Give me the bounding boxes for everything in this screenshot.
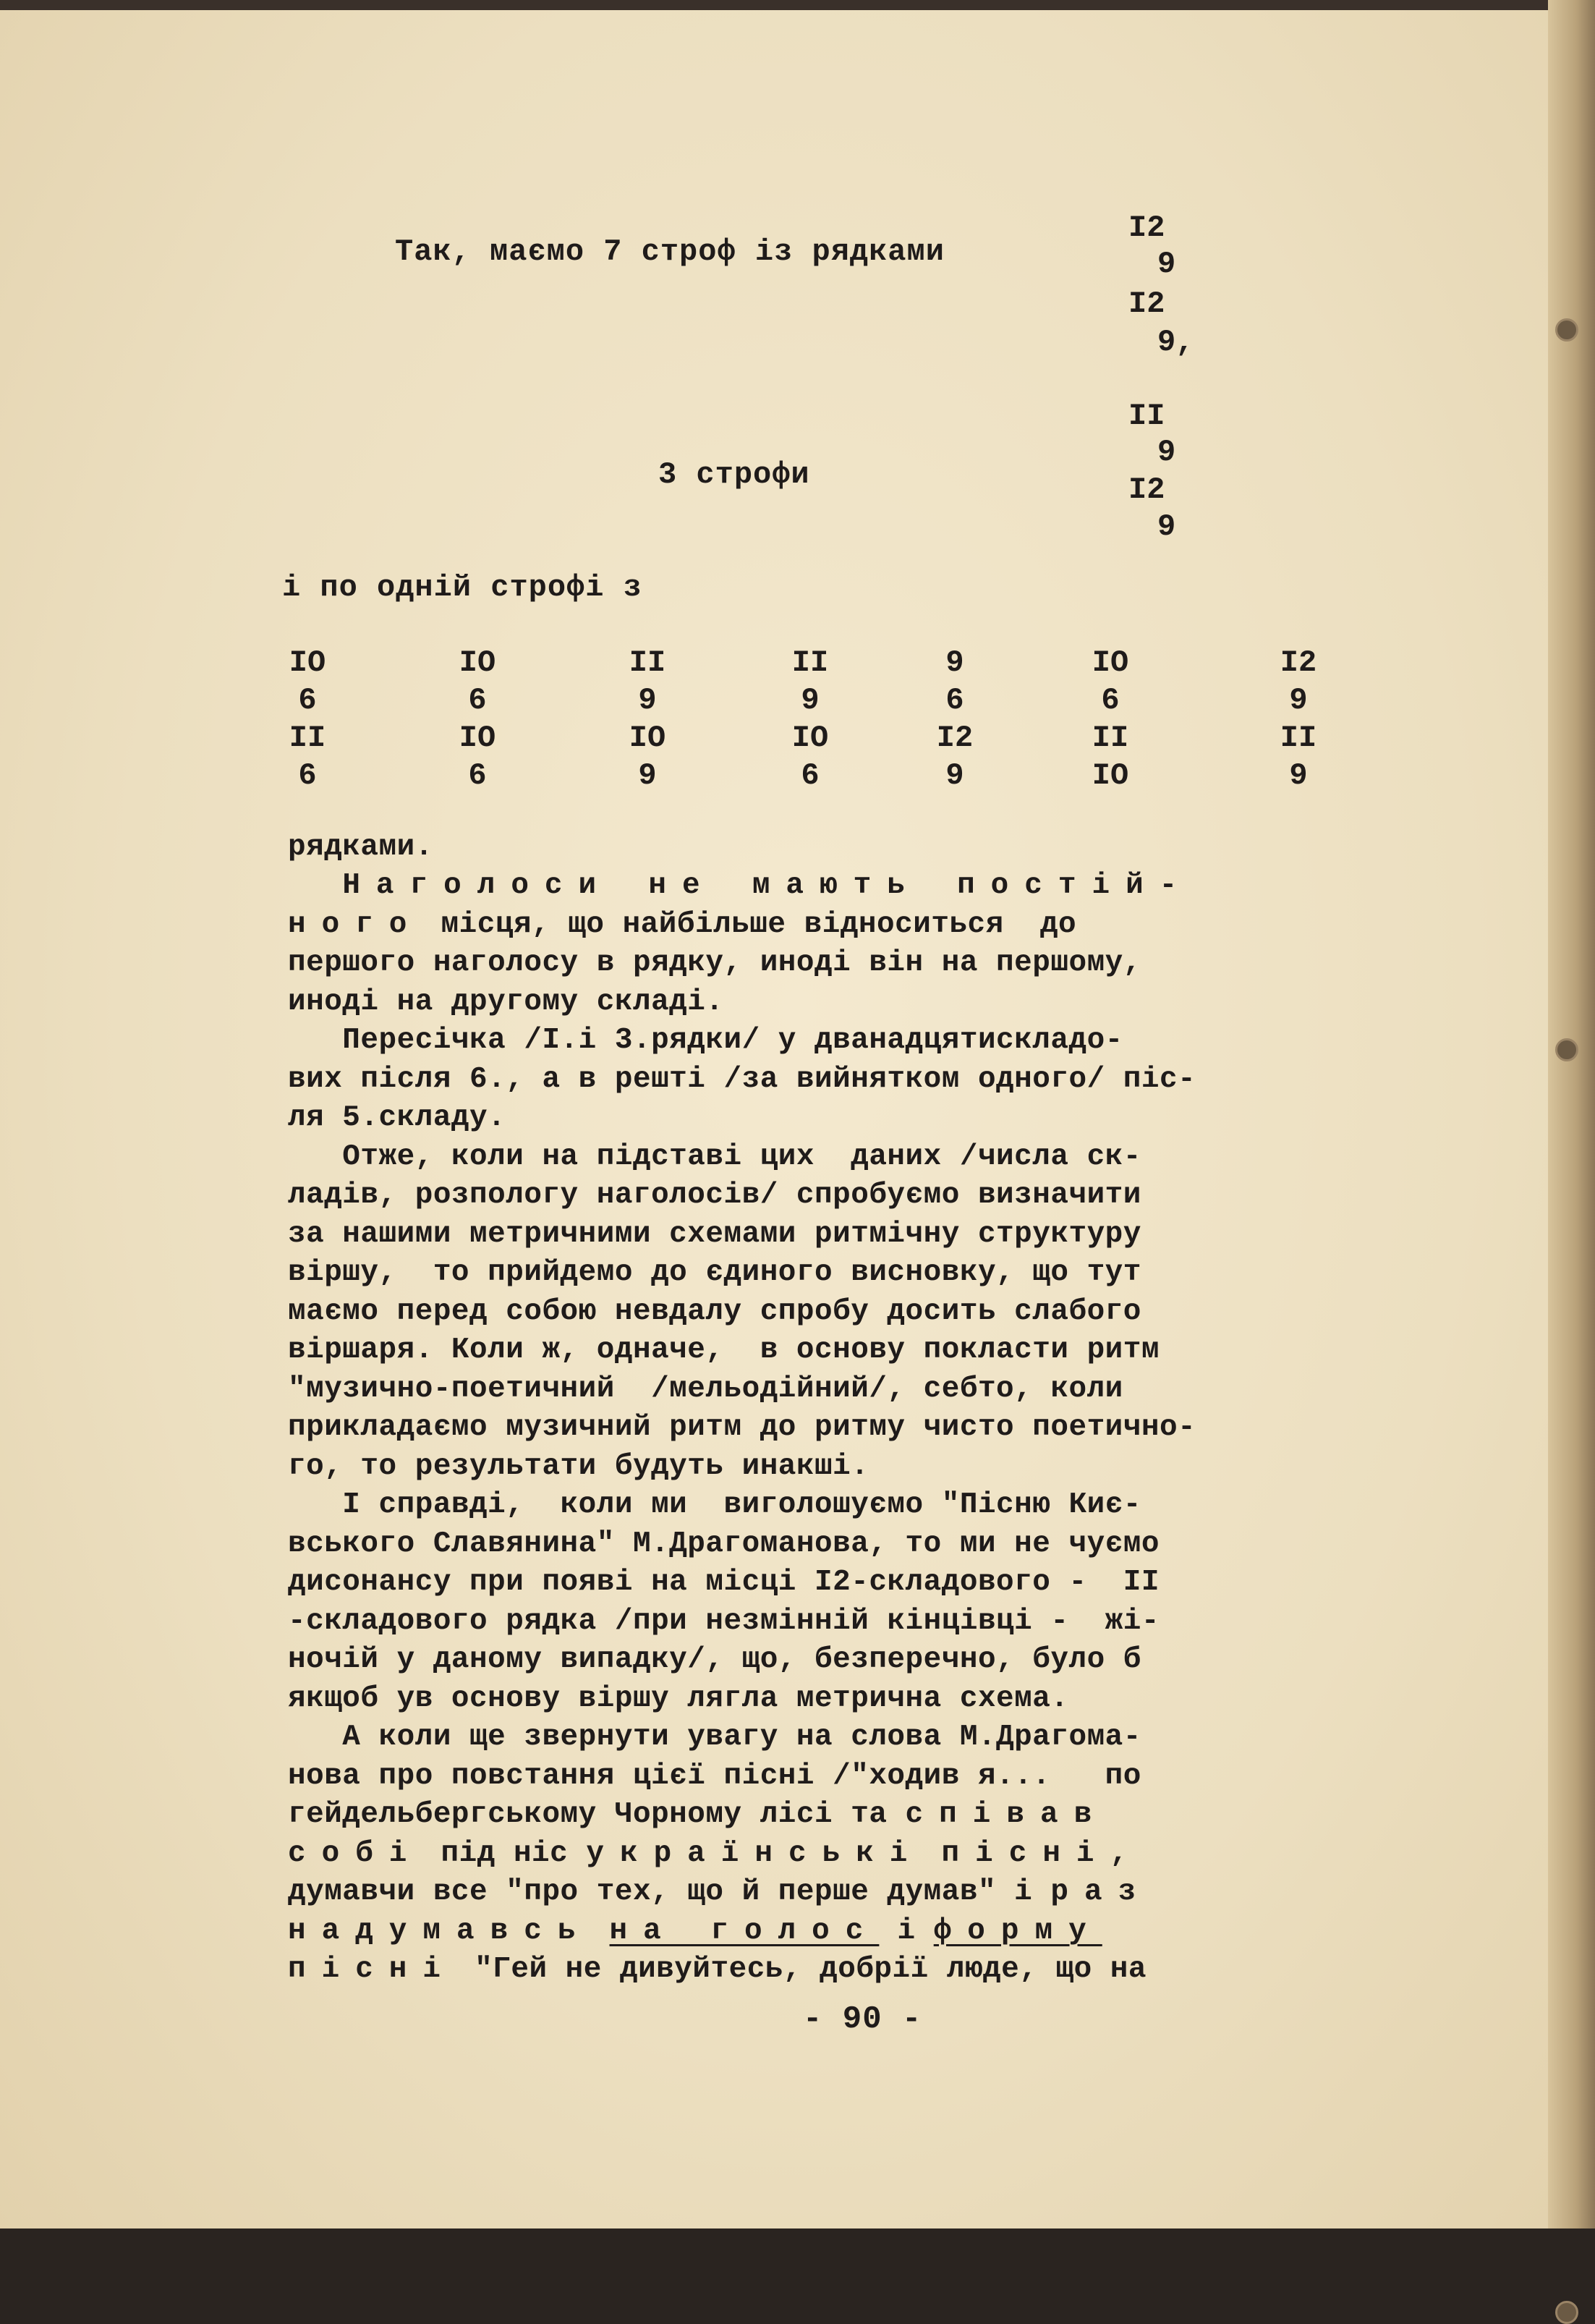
body-line: -складового рядка /при незмінній кінцівці - жі-: [288, 1605, 1160, 1638]
count-col-1-a: I2: [1128, 211, 1165, 245]
count-col-2-d: 9: [1157, 509, 1176, 544]
body-line: віршу, то прийдемо до єдиного висновку, що тут: [288, 1256, 1141, 1289]
body-line: собі під ніс українські пісні,: [288, 1837, 1144, 1870]
count-col-1-d: 9,: [1157, 325, 1194, 360]
page-number: - 90 -: [803, 2001, 922, 2037]
syllable-column: II 9 IO 6: [791, 645, 829, 793]
body-line: маємо перед собою невдалу спробу досить слабого: [288, 1295, 1141, 1328]
syllable-column: IO 6 II 6: [289, 645, 326, 793]
binding-hole: [1555, 2301, 1578, 2324]
body-line: рядками.: [288, 831, 433, 864]
intro-line-3: і по одній строфі з: [282, 570, 642, 605]
intro-line-2: 3 строфи: [658, 457, 810, 492]
body-line: якщоб ув основу віршу лягла метрична схема.: [288, 1682, 1069, 1716]
scan-border-bottom: [0, 2228, 1595, 2240]
body-line: першого наголосу в рядку, иноді він на першому,: [288, 946, 1141, 980]
body-line: за нашими метричними схемами ритмічну структуру: [288, 1218, 1141, 1251]
count-col-2-a: II: [1128, 399, 1165, 433]
body-line: гейдельбергському Чорному лісі та співав: [288, 1798, 1108, 1831]
syllable-column: 9 6 I2 9: [936, 645, 974, 793]
body-line: ночій у даному випадку/, що, безперечно, було б: [288, 1643, 1141, 1676]
intro-line-1: Так, маємо 7 строф із рядками: [395, 234, 945, 269]
body-line: вського Славянина" М.Драгоманова, то ми не чуємо: [288, 1527, 1160, 1561]
count-col-2-b: 9: [1157, 435, 1176, 470]
count-col-1-b: 9: [1157, 247, 1176, 281]
body-line: пісні "Гей не дивуйтесь, добрії люде, що на: [288, 1953, 1147, 1986]
body-line: нова про повстання цієї пісні /"ходив я... по: [288, 1760, 1141, 1793]
body-line: дисонансу при появі на місці I2-складового - II: [288, 1566, 1160, 1599]
syllable-column: II 9 IO 9: [629, 645, 666, 793]
body-line: надумавсь на голос і форму: [288, 1914, 1102, 1948]
count-col-1-c: I2: [1128, 287, 1165, 321]
body-line: думавчи все "про тех, що й перше думав" і раз: [288, 1875, 1152, 1909]
scan-border-top: [0, 0, 1595, 10]
syllable-column: I2 9 II 9: [1280, 645, 1317, 793]
syllable-column: IO 6 II IO: [1092, 645, 1129, 793]
body-line: віршаря. Коли ж, одначе, в основу покласти ритм: [288, 1333, 1160, 1367]
body-line: ного місця, що найбільше відноситься до: [288, 908, 1077, 941]
body-line: А коли ще звернути увагу на слова М.Драгома-: [288, 1721, 1141, 1754]
binding-hole: [1555, 1038, 1578, 1061]
body-line: Пересічка /I.і 3.рядки/ у дванадцятискладо-: [288, 1024, 1123, 1057]
body-line: ля 5.складу.: [288, 1101, 506, 1135]
body-line: прикладаємо музичний ритм до ритму чисто поетично-: [288, 1411, 1196, 1444]
body-line: вих після 6., а в решті /за вийнятком одного/ піс-: [288, 1063, 1196, 1096]
binding-hole: [1555, 318, 1578, 342]
body-line: иноді на другому складі.: [288, 985, 724, 1019]
body-line: Отже, коли на підставі цих даних /числа ск-: [288, 1140, 1141, 1174]
body-line: Наголоси не мають постій-: [342, 869, 1194, 902]
count-col-2-c: I2: [1128, 472, 1165, 507]
body-line: "музично-поетичний /мельодійний/, себто, коли: [288, 1373, 1123, 1406]
body-line: го, то результати будуть инакші.: [288, 1450, 869, 1483]
body-line: I справді, коли ми виголошуємо "Пісню Киє-: [288, 1488, 1141, 1522]
body-line: ладів, розпологу наголосів/ спробуємо визначити: [288, 1179, 1141, 1212]
syllable-column: IO 6 IO 6: [459, 645, 496, 793]
